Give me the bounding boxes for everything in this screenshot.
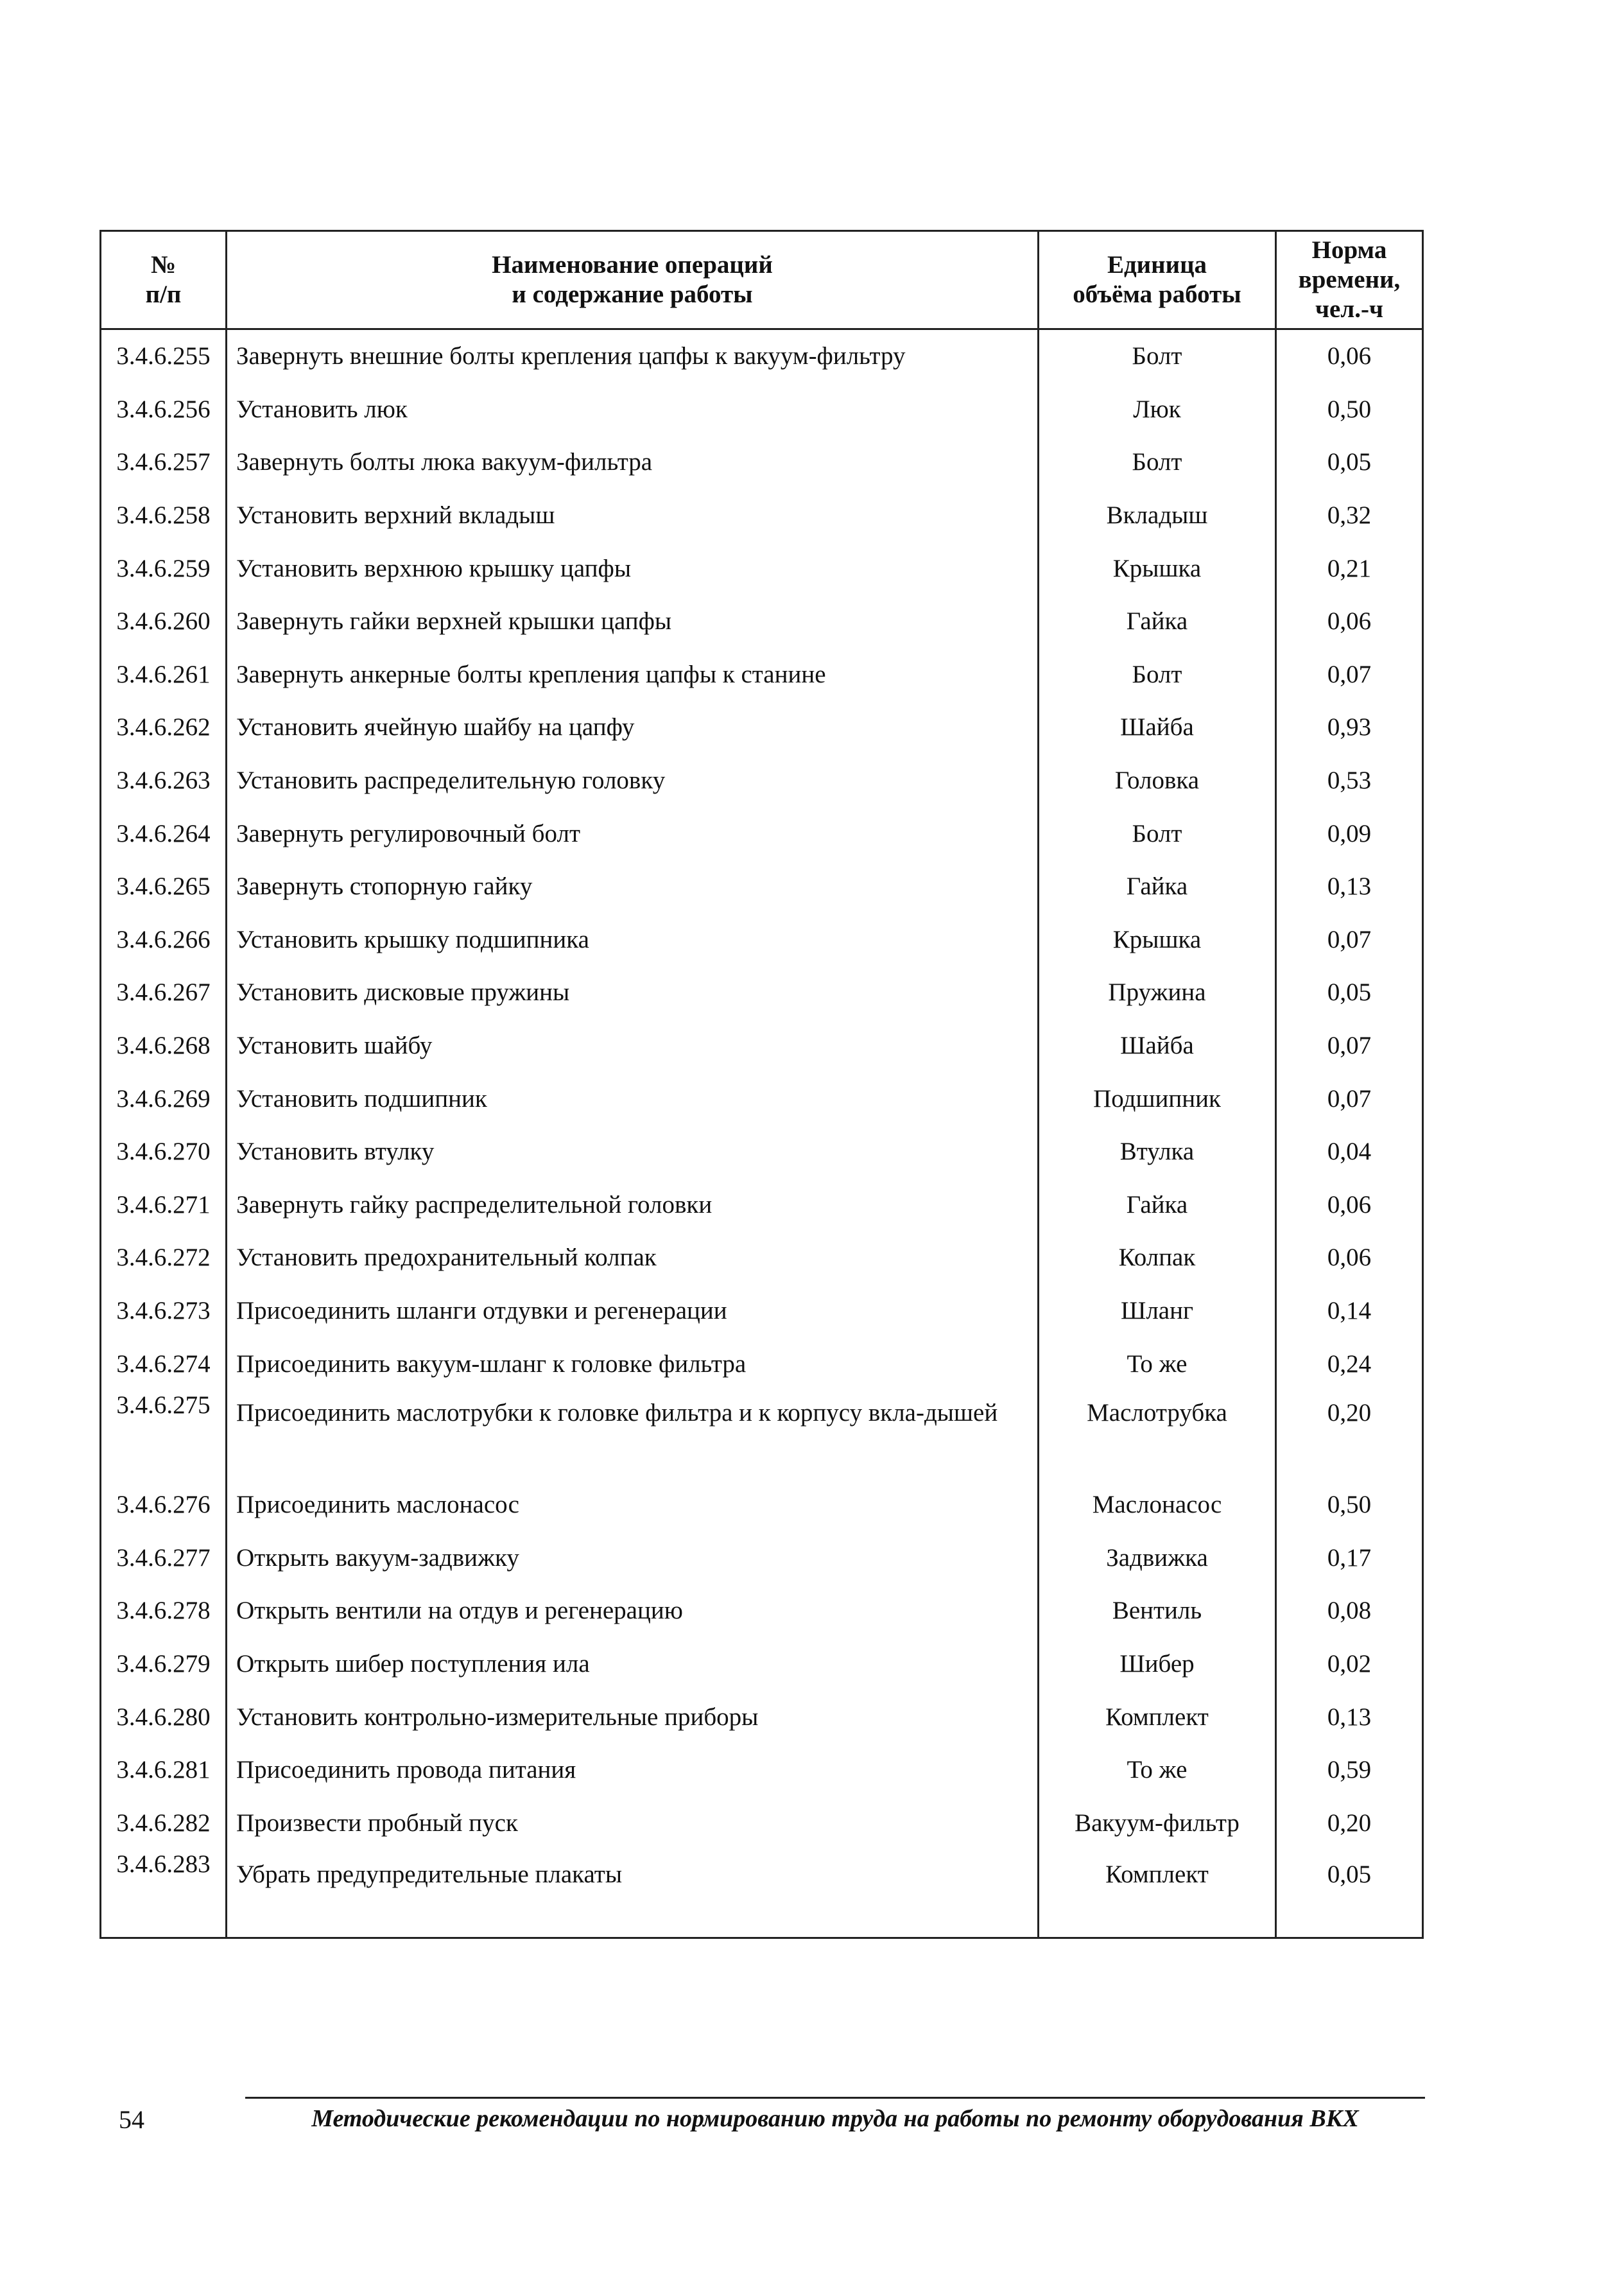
row-norm: 0,17 — [1276, 1531, 1423, 1584]
row-norm: 0,50 — [1276, 383, 1423, 437]
row-operation: Установить крышку подшипника — [227, 914, 1039, 967]
table-row — [101, 1391, 1423, 1479]
row-number: 3.4.6.262 — [101, 701, 227, 754]
row-unit: То же — [1039, 1744, 1276, 1797]
row-number: 3.4.6.265 — [101, 860, 227, 914]
row-unit: Вентиль — [1039, 1584, 1276, 1638]
row-number: 3.4.6.278 — [101, 1584, 227, 1638]
row-number: 3.4.6.266 — [101, 914, 227, 967]
row-operation: Завернуть анкерные болты крепления цапфы к станине — [227, 648, 1039, 702]
row-norm: 0,13 — [1276, 860, 1423, 914]
table-row — [101, 914, 1423, 967]
row-operation: Присоединить маслотрубки к головке фильтра и к корпусу вкла-дышей — [227, 1391, 1039, 1479]
row-unit: Колпак — [1039, 1231, 1276, 1285]
row-operation: Установить подшипник — [227, 1072, 1039, 1125]
row-unit: То же — [1039, 1337, 1276, 1391]
row-number: 3.4.6.269 — [101, 1072, 227, 1125]
table-row — [101, 648, 1423, 702]
table-row — [101, 1744, 1423, 1797]
row-unit: Шайба — [1039, 1020, 1276, 1073]
row-norm: 0,02 — [1276, 1638, 1423, 1691]
row-unit: Болт — [1039, 648, 1276, 702]
row-number: 3.4.6.267 — [101, 966, 227, 1020]
row-norm: 0,20 — [1276, 1391, 1423, 1479]
row-number: 3.4.6.256 — [101, 383, 227, 437]
table-row — [101, 595, 1423, 648]
table-row — [101, 807, 1423, 860]
row-unit: Подшипник — [1039, 1072, 1276, 1125]
row-operation: Завернуть стопорную гайку — [227, 860, 1039, 914]
row-unit: Комплект — [1039, 1850, 1276, 1938]
header-operation-line2: и содержание работы — [512, 281, 753, 308]
row-unit: Комплект — [1039, 1690, 1276, 1744]
row-unit: Пружина — [1039, 966, 1276, 1020]
row-operation: Завернуть внешние болты крепления цапфы к вакуум-фильтру — [227, 329, 1039, 383]
header-number-line1: № — [150, 251, 177, 279]
header-number-line2: п/п — [145, 281, 182, 308]
table-row — [101, 701, 1423, 754]
table-body — [101, 329, 1423, 1938]
row-operation: Присоединить вакуум-шланг к головке фильтра — [227, 1337, 1039, 1391]
row-norm: 0,59 — [1276, 1744, 1423, 1797]
row-norm: 0,53 — [1276, 754, 1423, 808]
row-operation: Открыть вакуум-задвижку — [227, 1531, 1039, 1584]
header-unit-line2: объёма работы — [1073, 281, 1241, 308]
row-norm: 0,20 — [1276, 1796, 1423, 1850]
table-row — [101, 1020, 1423, 1073]
row-norm: 0,06 — [1276, 329, 1423, 383]
header-operation-line1: Наименование операций — [492, 251, 773, 279]
table-row — [101, 1796, 1423, 1850]
row-unit: Шайба — [1039, 701, 1276, 754]
row-norm: 0,06 — [1276, 1179, 1423, 1232]
row-unit: Вкладыш — [1039, 489, 1276, 542]
row-operation: Убрать предупредительные плакаты — [227, 1850, 1039, 1938]
header-norm-line2: времени, — [1298, 266, 1401, 293]
table-row — [101, 1638, 1423, 1691]
header-norm-line1: Норма — [1311, 236, 1387, 264]
row-norm: 0,32 — [1276, 489, 1423, 542]
row-norm: 0,08 — [1276, 1584, 1423, 1638]
row-number: 3.4.6.273 — [101, 1285, 227, 1338]
row-unit: Шланг — [1039, 1285, 1276, 1338]
row-number: 3.4.6.277 — [101, 1531, 227, 1584]
row-operation: Завернуть гайку распределительной головки — [227, 1179, 1039, 1232]
row-number: 3.4.6.274 — [101, 1337, 227, 1391]
table-row — [101, 329, 1423, 383]
table-row — [101, 860, 1423, 914]
table-row — [101, 436, 1423, 489]
row-operation: Присоединить провода питания — [227, 1744, 1039, 1797]
row-unit: Крышка — [1039, 914, 1276, 967]
table-row — [101, 1584, 1423, 1638]
row-number: 3.4.6.283 — [101, 1850, 227, 1938]
row-operation: Открыть вентили на отдув и регенерацию — [227, 1584, 1039, 1638]
row-norm: 0,05 — [1276, 436, 1423, 489]
row-norm: 0,21 — [1276, 542, 1423, 595]
footer-divider — [245, 2097, 1425, 2099]
row-number: 3.4.6.280 — [101, 1690, 227, 1744]
row-unit: Головка — [1039, 754, 1276, 808]
row-number: 3.4.6.270 — [101, 1125, 227, 1179]
row-norm: 0,05 — [1276, 1850, 1423, 1938]
table-row — [101, 966, 1423, 1020]
row-number: 3.4.6.279 — [101, 1638, 227, 1691]
row-operation: Завернуть гайки верхней крышки цапфы — [227, 595, 1039, 648]
row-norm: 0,04 — [1276, 1125, 1423, 1179]
table-row — [101, 1531, 1423, 1584]
row-number: 3.4.6.275 — [101, 1391, 227, 1479]
row-number: 3.4.6.260 — [101, 595, 227, 648]
table-header — [101, 231, 1423, 329]
row-operation: Открыть шибер поступления ила — [227, 1638, 1039, 1691]
row-number: 3.4.6.276 — [101, 1479, 227, 1532]
row-unit: Крышка — [1039, 542, 1276, 595]
row-operation: Установить верхнюю крышку цапфы — [227, 542, 1039, 595]
header-unit — [1039, 231, 1276, 329]
header-number — [101, 231, 227, 329]
row-norm: 0,14 — [1276, 1285, 1423, 1338]
row-unit: Гайка — [1039, 595, 1276, 648]
row-operation: Установить втулку — [227, 1125, 1039, 1179]
row-operation: Установить шайбу — [227, 1020, 1039, 1073]
row-number: 3.4.6.263 — [101, 754, 227, 808]
table-row — [101, 542, 1423, 595]
table-row — [101, 1479, 1423, 1532]
row-unit: Маслонасос — [1039, 1479, 1276, 1532]
table-header-row — [101, 231, 1423, 329]
row-unit: Шибер — [1039, 1638, 1276, 1691]
row-operation: Установить предохранительный колпак — [227, 1231, 1039, 1285]
row-number: 3.4.6.264 — [101, 807, 227, 860]
row-unit: Гайка — [1039, 1179, 1276, 1232]
row-unit: Втулка — [1039, 1125, 1276, 1179]
row-operation: Присоединить маслонасос — [227, 1479, 1039, 1532]
row-operation: Установить верхний вкладыш — [227, 489, 1039, 542]
table-row — [101, 1125, 1423, 1179]
footer-title: Методические рекомендации по нормированию труда на работы по ремонту оборудования ВКХ — [311, 2105, 1359, 2132]
row-norm: 0,07 — [1276, 914, 1423, 967]
row-number: 3.4.6.268 — [101, 1020, 227, 1073]
table-row — [101, 1231, 1423, 1285]
row-norm: 0,06 — [1276, 595, 1423, 648]
row-unit: Люк — [1039, 383, 1276, 437]
row-number: 3.4.6.282 — [101, 1796, 227, 1850]
row-unit: Болт — [1039, 436, 1276, 489]
table-row — [101, 754, 1423, 808]
table-row — [101, 489, 1423, 542]
row-operation: Присоединить шланги отдувки и регенерации — [227, 1285, 1039, 1338]
row-number: 3.4.6.257 — [101, 436, 227, 489]
row-operation: Завернуть регулировочный болт — [227, 807, 1039, 860]
row-norm: 0,05 — [1276, 966, 1423, 1020]
row-norm: 0,13 — [1276, 1690, 1423, 1744]
row-norm: 0,07 — [1276, 648, 1423, 702]
row-unit: Гайка — [1039, 860, 1276, 914]
row-number: 3.4.6.261 — [101, 648, 227, 702]
row-unit: Задвижка — [1039, 1531, 1276, 1584]
table-row — [101, 1690, 1423, 1744]
table-row — [101, 383, 1423, 437]
row-operation: Установить распределительную головку — [227, 754, 1039, 808]
row-number: 3.4.6.255 — [101, 329, 227, 383]
row-operation: Произвести пробный пуск — [227, 1796, 1039, 1850]
row-number: 3.4.6.281 — [101, 1744, 227, 1797]
header-norm — [1276, 231, 1423, 329]
table-row — [101, 1179, 1423, 1232]
row-unit: Болт — [1039, 329, 1276, 383]
header-unit-line1: Единица — [1107, 251, 1207, 279]
row-norm: 0,24 — [1276, 1337, 1423, 1391]
table-row — [101, 1285, 1423, 1338]
page-number: 54 — [119, 2105, 144, 2134]
row-operation: Установить контрольно-измерительные приборы — [227, 1690, 1039, 1744]
row-norm: 0,06 — [1276, 1231, 1423, 1285]
table-row — [101, 1072, 1423, 1125]
row-number: 3.4.6.272 — [101, 1231, 227, 1285]
row-operation: Установить люк — [227, 383, 1039, 437]
table-row — [101, 1337, 1423, 1391]
row-norm: 0,07 — [1276, 1072, 1423, 1125]
norms-table — [99, 230, 1424, 1939]
row-unit: Вакуум-фильтр — [1039, 1796, 1276, 1850]
row-norm: 0,93 — [1276, 701, 1423, 754]
table-row — [101, 1850, 1423, 1938]
row-unit: Болт — [1039, 807, 1276, 860]
row-operation: Завернуть болты люка вакуум-фильтра — [227, 436, 1039, 489]
row-operation: Установить дисковые пружины — [227, 966, 1039, 1020]
row-norm: 0,09 — [1276, 807, 1423, 860]
row-number: 3.4.6.258 — [101, 489, 227, 542]
row-norm: 0,07 — [1276, 1020, 1423, 1073]
row-unit: Маслотрубка — [1039, 1391, 1276, 1479]
row-norm: 0,50 — [1276, 1479, 1423, 1532]
header-operation — [227, 231, 1039, 329]
header-norm-line3: чел.-ч — [1315, 295, 1383, 323]
row-operation: Установить ячейную шайбу на цапфу — [227, 701, 1039, 754]
row-number: 3.4.6.271 — [101, 1179, 227, 1232]
row-number: 3.4.6.259 — [101, 542, 227, 595]
